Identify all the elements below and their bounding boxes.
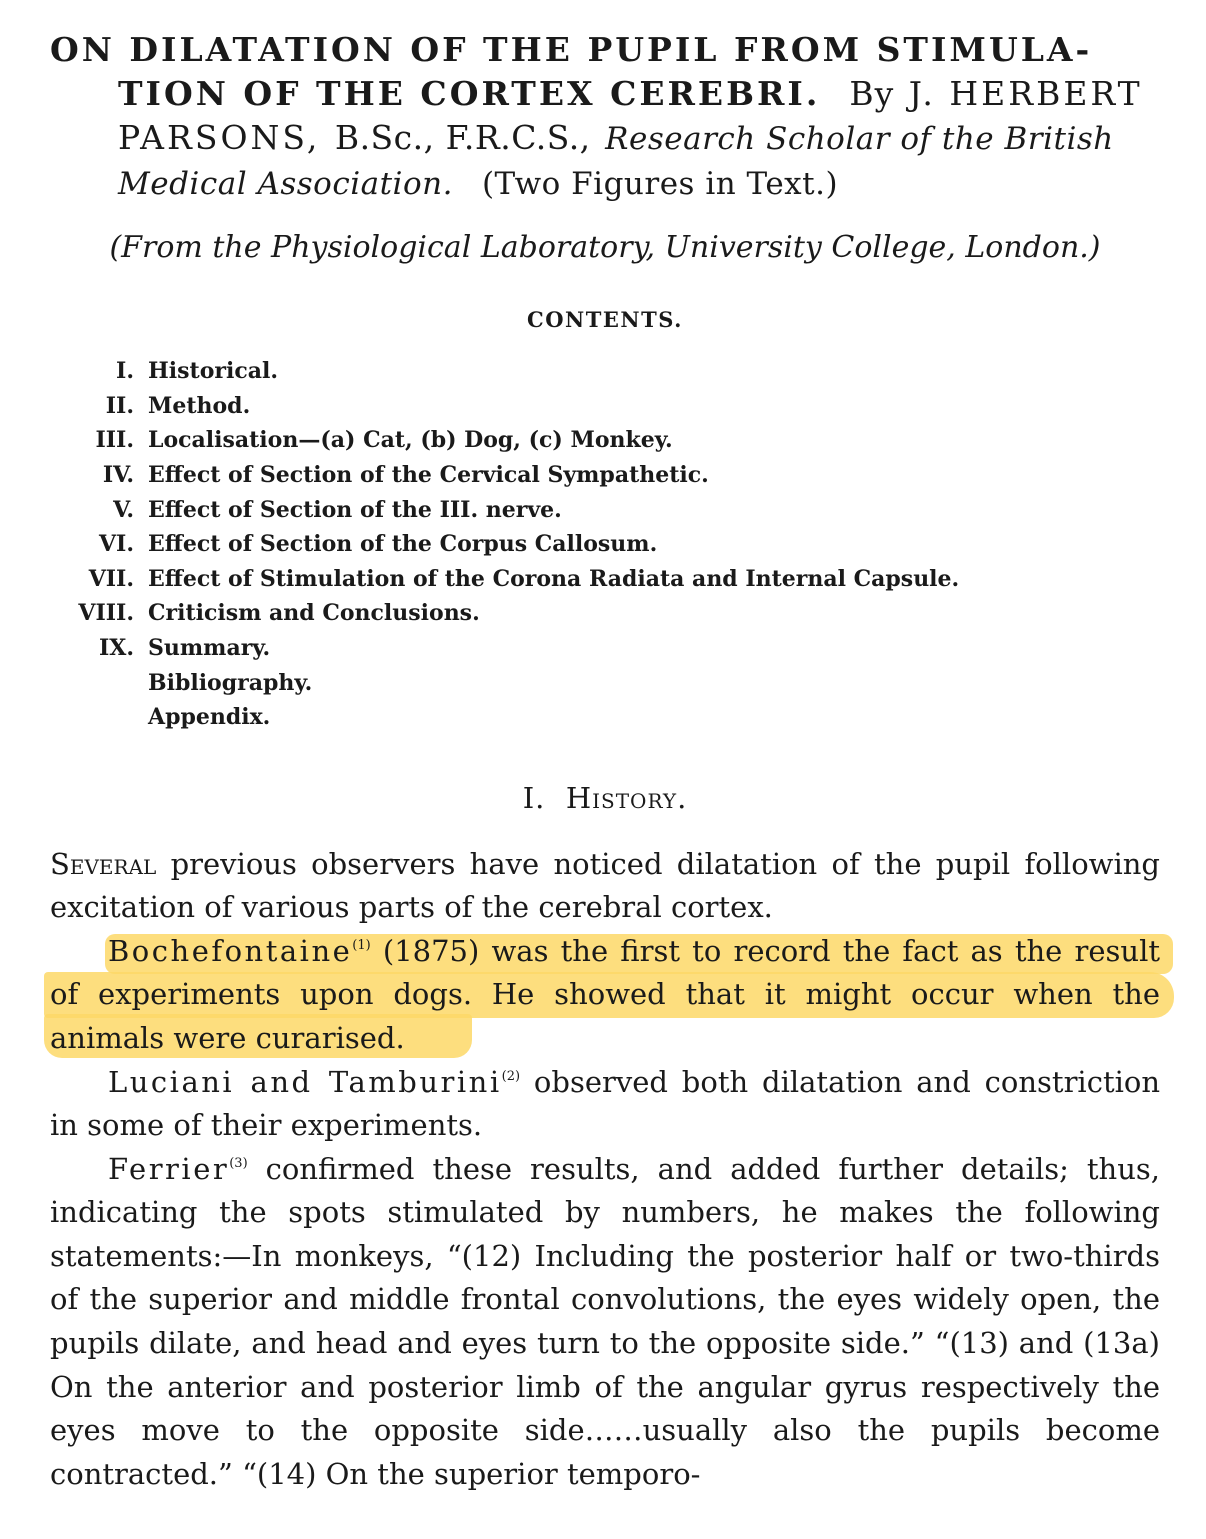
toc-item xyxy=(50,631,1160,666)
title-line-3 xyxy=(50,116,1160,161)
reference-1: (1) xyxy=(352,937,371,953)
paragraph-3-text: observed both dilatation and constriction in some of their experiments. xyxy=(50,1064,1161,1143)
toc-item xyxy=(50,458,1160,493)
toc-item-number: I. xyxy=(116,358,134,385)
title-line-4 xyxy=(50,161,1160,206)
title-line-1: ON DILATATION OF THE PUPIL FROM STIMULA- xyxy=(50,30,1093,69)
toc-item-number: III. xyxy=(95,427,134,454)
toc-item xyxy=(50,389,1160,424)
paragraph-2-author: Bochefontaine xyxy=(108,933,353,968)
toc-item-label: Effect of Stimulation of the Corona Radiata and Internal Capsule. xyxy=(148,565,960,592)
figures-note: (Two Figures in Text.) xyxy=(481,166,839,202)
section-number: I. xyxy=(522,780,546,815)
toc-item-label: Effect of Section of the Cervical Sympathetic. xyxy=(148,462,709,489)
paragraph-1-lead: Several xyxy=(50,846,157,881)
toc-item-number: II. xyxy=(105,392,134,419)
byline-by: By xyxy=(849,74,895,113)
paragraph-4 xyxy=(50,1148,1160,1497)
toc-item-label: Historical. xyxy=(148,358,278,385)
paragraph-1 xyxy=(50,843,1160,930)
toc-item xyxy=(50,492,1160,527)
reference-3: (3) xyxy=(229,1155,248,1171)
toc-item xyxy=(50,596,1160,631)
paragraph-3-authors: Luciani and Tamburini xyxy=(108,1064,502,1099)
article-page xyxy=(50,28,1160,1496)
author-role: Research Scholar of the British xyxy=(605,121,1114,157)
author-role-cont: Medical Association. xyxy=(118,166,453,202)
toc-item-number: V. xyxy=(113,496,134,523)
toc-item-label: Effect of Section of the III. nerve. xyxy=(148,496,562,523)
toc-item-number: VI. xyxy=(98,531,134,558)
affiliation: (From the Physiological Laboratory, University College, London.) xyxy=(109,230,1101,265)
toc-item-number: VIII. xyxy=(78,600,134,627)
paragraph-4-author: Ferrier xyxy=(108,1151,230,1186)
section-title: History. xyxy=(565,780,688,815)
toc-item-label: Summary. xyxy=(148,635,271,662)
toc-item-number: VII. xyxy=(88,565,134,592)
toc-item xyxy=(50,665,1160,700)
toc-item xyxy=(50,700,1160,735)
article-body xyxy=(50,843,1160,1497)
toc-item xyxy=(50,527,1160,562)
highlighted-passage xyxy=(50,930,1160,1061)
author-degrees: B.Sc., F.R.C.S., xyxy=(334,118,591,157)
toc-item xyxy=(50,423,1160,458)
article-title xyxy=(50,28,1160,206)
toc-item xyxy=(50,354,1160,389)
paragraph-2 xyxy=(50,930,1160,1061)
title-line-2 xyxy=(50,72,1160,116)
title-main-end: TION OF THE CORTEX CEREBRI. xyxy=(118,74,821,113)
table-of-contents xyxy=(50,354,1160,735)
toc-item-label: Bibliography. xyxy=(148,669,313,696)
author-name-last: PARSONS, xyxy=(118,118,321,157)
paragraph-4-text: confirmed these results, and added further details; thus, indicating the spots stimulated by numbers, he makes the following statements:—In monkeys, “(12) Including the posterior half or two-thirds of the superior and middle frontal convolutions, the eyes widely open, the pupils dilate, and head and eyes turn to the opposite side.” “(13) and (13a) On the anterior and posterior limb of the angular gyrus respectively the eyes move to the opposite side……usually also the pupils become contracted.” “(14) On the superior temporo- xyxy=(50,1151,1160,1491)
section-heading xyxy=(50,781,1160,815)
toc-item-label: Effect of Section of the Corpus Callosum. xyxy=(148,531,658,558)
contents-heading: CONTENTS. xyxy=(527,307,683,332)
paragraph-2-text: (1875) was the first to record the fact as the result of experiments upon dogs. He showed that it might occur when the animals were curarised. xyxy=(50,933,1161,1055)
toc-item xyxy=(50,562,1160,597)
toc-item-label: Criticism and Conclusions. xyxy=(148,600,480,627)
reference-2: (2) xyxy=(501,1068,521,1084)
toc-item-label: Method. xyxy=(148,392,251,419)
toc-item-label: Appendix. xyxy=(148,704,271,731)
toc-item-label: Localisation—(a) Cat, (b) Dog, (c) Monkey. xyxy=(148,427,673,454)
author-name-first: J. HERBERT xyxy=(908,74,1143,113)
toc-item-number: IV. xyxy=(102,462,134,489)
paragraph-1-text: previous observers have noticed dilatation of the pupil following excitation of various parts of the cerebral cortex. xyxy=(50,846,1160,925)
paragraph-3 xyxy=(50,1061,1160,1148)
toc-item-number: IX. xyxy=(98,635,134,662)
